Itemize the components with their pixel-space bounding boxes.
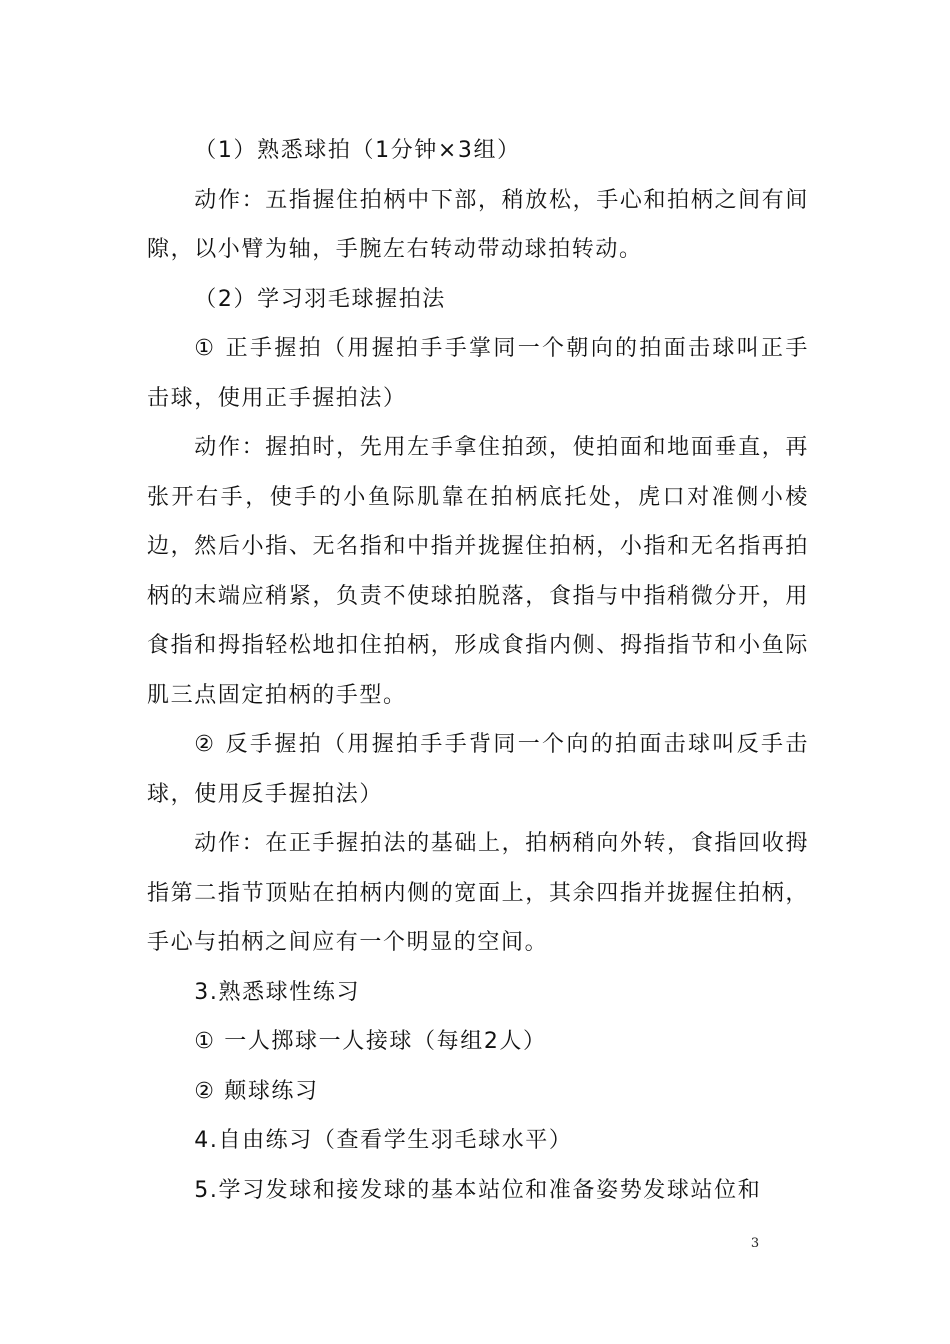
paragraph-free-practice: 4.自由练习（查看学生羽毛球水平） xyxy=(194,1128,573,1153)
document-body xyxy=(147,126,809,1215)
paragraph-learn-grip: （2）学习羽毛球握拍法 xyxy=(194,286,446,312)
paragraph-backhand-grip: ② 反手握拍（用握拍手手背同一个向的拍面击球叫反手击球，使用反手握拍法） xyxy=(147,732,809,807)
paragraph-forehand-action: 动作：握拍时，先用左手拿住拍颈，使拍面和地面垂直，再张开右手，使手的小鱼际肌靠在拍柄底托处，虎口对准侧小棱边，然后小指、无名指和中指并拢握住拍柄，小指和无名指再拍柄的末端应稍紧，负责不使球拍脱落，食指与中指稍微分开，用食指和拇指轻松地扣住拍柄，形成食指内侧、拇指指节和小鱼际肌三点固定拍柄的手型。 xyxy=(147,435,809,708)
paragraph-ball-practice: 3.熟悉球性练习 xyxy=(194,979,361,1005)
paragraph-forehand-grip: ① 正手握拍（用握拍手手掌同一个朝向的拍面击球叫正手击球，使用正手握拍法） xyxy=(147,336,809,411)
paragraph-juggling: ② 颠球练习 xyxy=(194,1078,319,1104)
paragraph-backhand-action: 动作：在正手握拍法的基础上，拍柄稍向外转，食指回收拇指第二指节顶贴在拍柄内侧的宽面上，其余四指并拢握住拍柄，手心与拍柄之间应有一个明显的空间。 xyxy=(147,831,809,955)
page-number: 3 xyxy=(750,1236,760,1251)
paragraph-familiarize-action: 动作：五指握住拍柄中下部，稍放松，手心和拍柄之间有间隙，以小臂为轴，手腕左右转动带动球拍转动。 xyxy=(147,187,809,262)
paragraph-serve-stance: 5.学习发球和接发球的基本站位和准备姿势发球站位和 xyxy=(194,1177,762,1203)
paragraph-throw-catch: ① 一人掷球一人接球（每组2人） xyxy=(194,1029,547,1054)
paragraph-familiarize-racket: （1）熟悉球拍（1分钟×3组） xyxy=(194,138,521,163)
